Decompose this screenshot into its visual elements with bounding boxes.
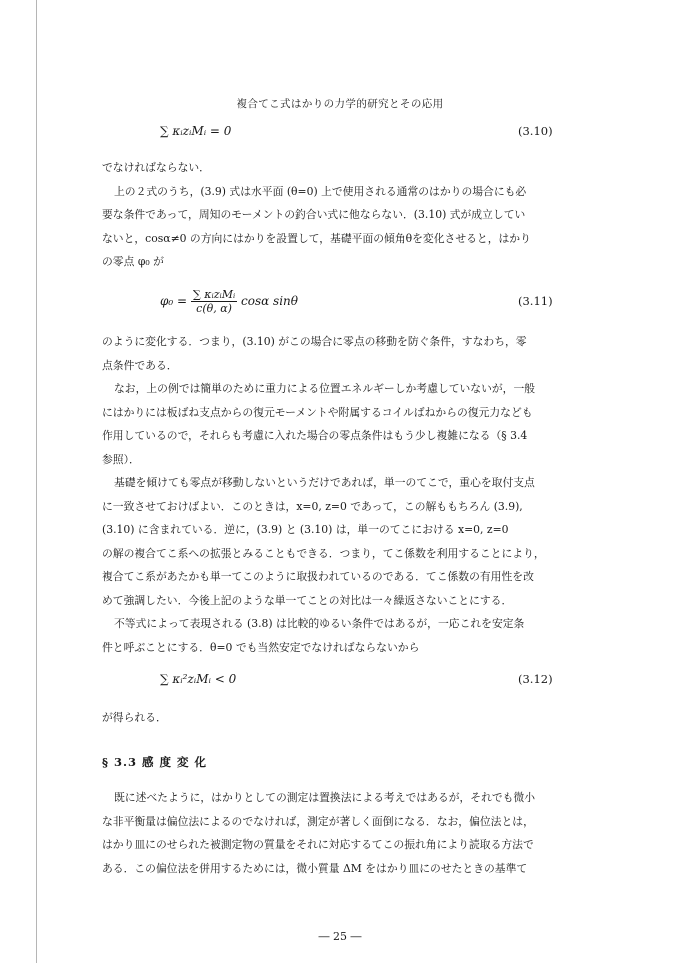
equation-number-3-11: (3.11) <box>518 294 553 308</box>
equation-3-12: ∑ κᵢ²zᵢMᵢ < 0 <box>160 672 237 686</box>
text-line: 複合てこ系があたかも単一てこのように取扱われているのである．てこ係数の有用性を改 <box>102 570 534 583</box>
text-line: はかり皿にのせられた被測定物の質量をそれに対応するてこの振れ角により読取る方法で <box>102 838 534 851</box>
text-line: 既に述べたように，はかりとしての測定は置換法による考えではあるが，それでも微小 <box>114 791 536 804</box>
paragraph-3 <box>102 706 572 730</box>
equation-3-10: ∑ κᵢzᵢMᵢ = 0 <box>160 124 232 138</box>
binding-edge-line <box>36 0 37 963</box>
text-line: の解の複合てこ系への拡張とみることもできる．つまり，てこ係数を利用することにより， <box>102 546 545 560</box>
text-line: なお，上の例では簡単のために重力による位置エネルギーしか考慮していないが，一般 <box>114 382 536 395</box>
text-line: ないと，cosα≠0 の方向にはかりを設置して，基礎平面の傾角θを変化させると，はかり <box>102 231 531 245</box>
equation-lhs: φ₀ = <box>160 294 188 308</box>
text-line: ある．この偏位法を併用するためには，微小質量 ΔM をはかり皿にのせたときの基準て <box>102 861 528 875</box>
fraction-denominator: c(θ, α) <box>196 302 232 315</box>
text-line: の零点 φ₀ が <box>102 255 164 268</box>
page-number: ― 25 ― <box>318 930 362 943</box>
equation-fraction <box>191 288 237 315</box>
running-header: 複合てこ式はかりの力学的研究とその応用 <box>236 98 444 110</box>
text-line: に一致させておけばよい．このときは，x=0, z=0 であって，この解ももちろん (3.9), <box>102 499 523 513</box>
text-line: めて強調したい．今後上記のような単一てことの対比は一々繰返さないことにする． <box>102 593 513 607</box>
text-line: 不等式によって表現される (3.8) は比較的ゆるい条件ではあるが，一応これを安定条 <box>114 617 525 630</box>
fraction-numerator: ∑ κᵢzᵢMᵢ <box>192 288 236 301</box>
text-line: 点条件である． <box>102 358 178 372</box>
text-line: 要な条件であって，周知のモーメントの釣合い式に他ならない．(3.10) 式が成立してい <box>102 208 526 221</box>
text-line: 件と呼ぶことにする．θ=0 でも当然安定でなければならないから <box>102 640 420 654</box>
text-line: でなければならない． <box>102 161 210 174</box>
equation-number-3-10: (3.10) <box>518 124 553 138</box>
paragraph-1 <box>102 156 572 274</box>
text-line: にはかりには板ばね支点からの復元モーメントや附属するコイルばねからの復元力なども <box>102 405 533 419</box>
text-line: 参照）． <box>102 452 140 466</box>
paragraph-4 <box>102 786 572 880</box>
text-line: (3.10) に含まれている．逆に，(3.9) と (3.10) は，単一のてこにおける x=0, z=0 <box>102 523 509 536</box>
equation-3-11 <box>160 288 560 315</box>
equation-number-3-12: (3.12) <box>518 672 553 686</box>
paragraph-2 <box>102 330 572 659</box>
text-line: な非平衡量は偏位法によるのでなければ，測定が著しく面倒になる．なお，偏位法とは， <box>102 814 534 828</box>
text-line: 上の２式のうち，(3.9) 式は水平面 (θ=0) 上で使用される通常のはかりの場合にも必 <box>114 184 527 198</box>
text-line: が得られる． <box>102 711 167 724</box>
text-line: のように変化する．つまり，(3.10) がこの場合に零点の移動を防ぐ条件，すなわち，零 <box>102 335 527 348</box>
text-line: 作用しているので，それらも考慮に入れた場合の零点条件はもう少し複雑になる（§ 3.4 <box>102 429 528 442</box>
equation-rhs: cosα sinθ <box>241 294 298 308</box>
text-line: 基礎を傾けても零点が移動しないというだけであれば，単一のてこで，重心を取付支点 <box>114 476 535 489</box>
section-heading: § 3.3 感 度 変 化 <box>102 755 208 769</box>
